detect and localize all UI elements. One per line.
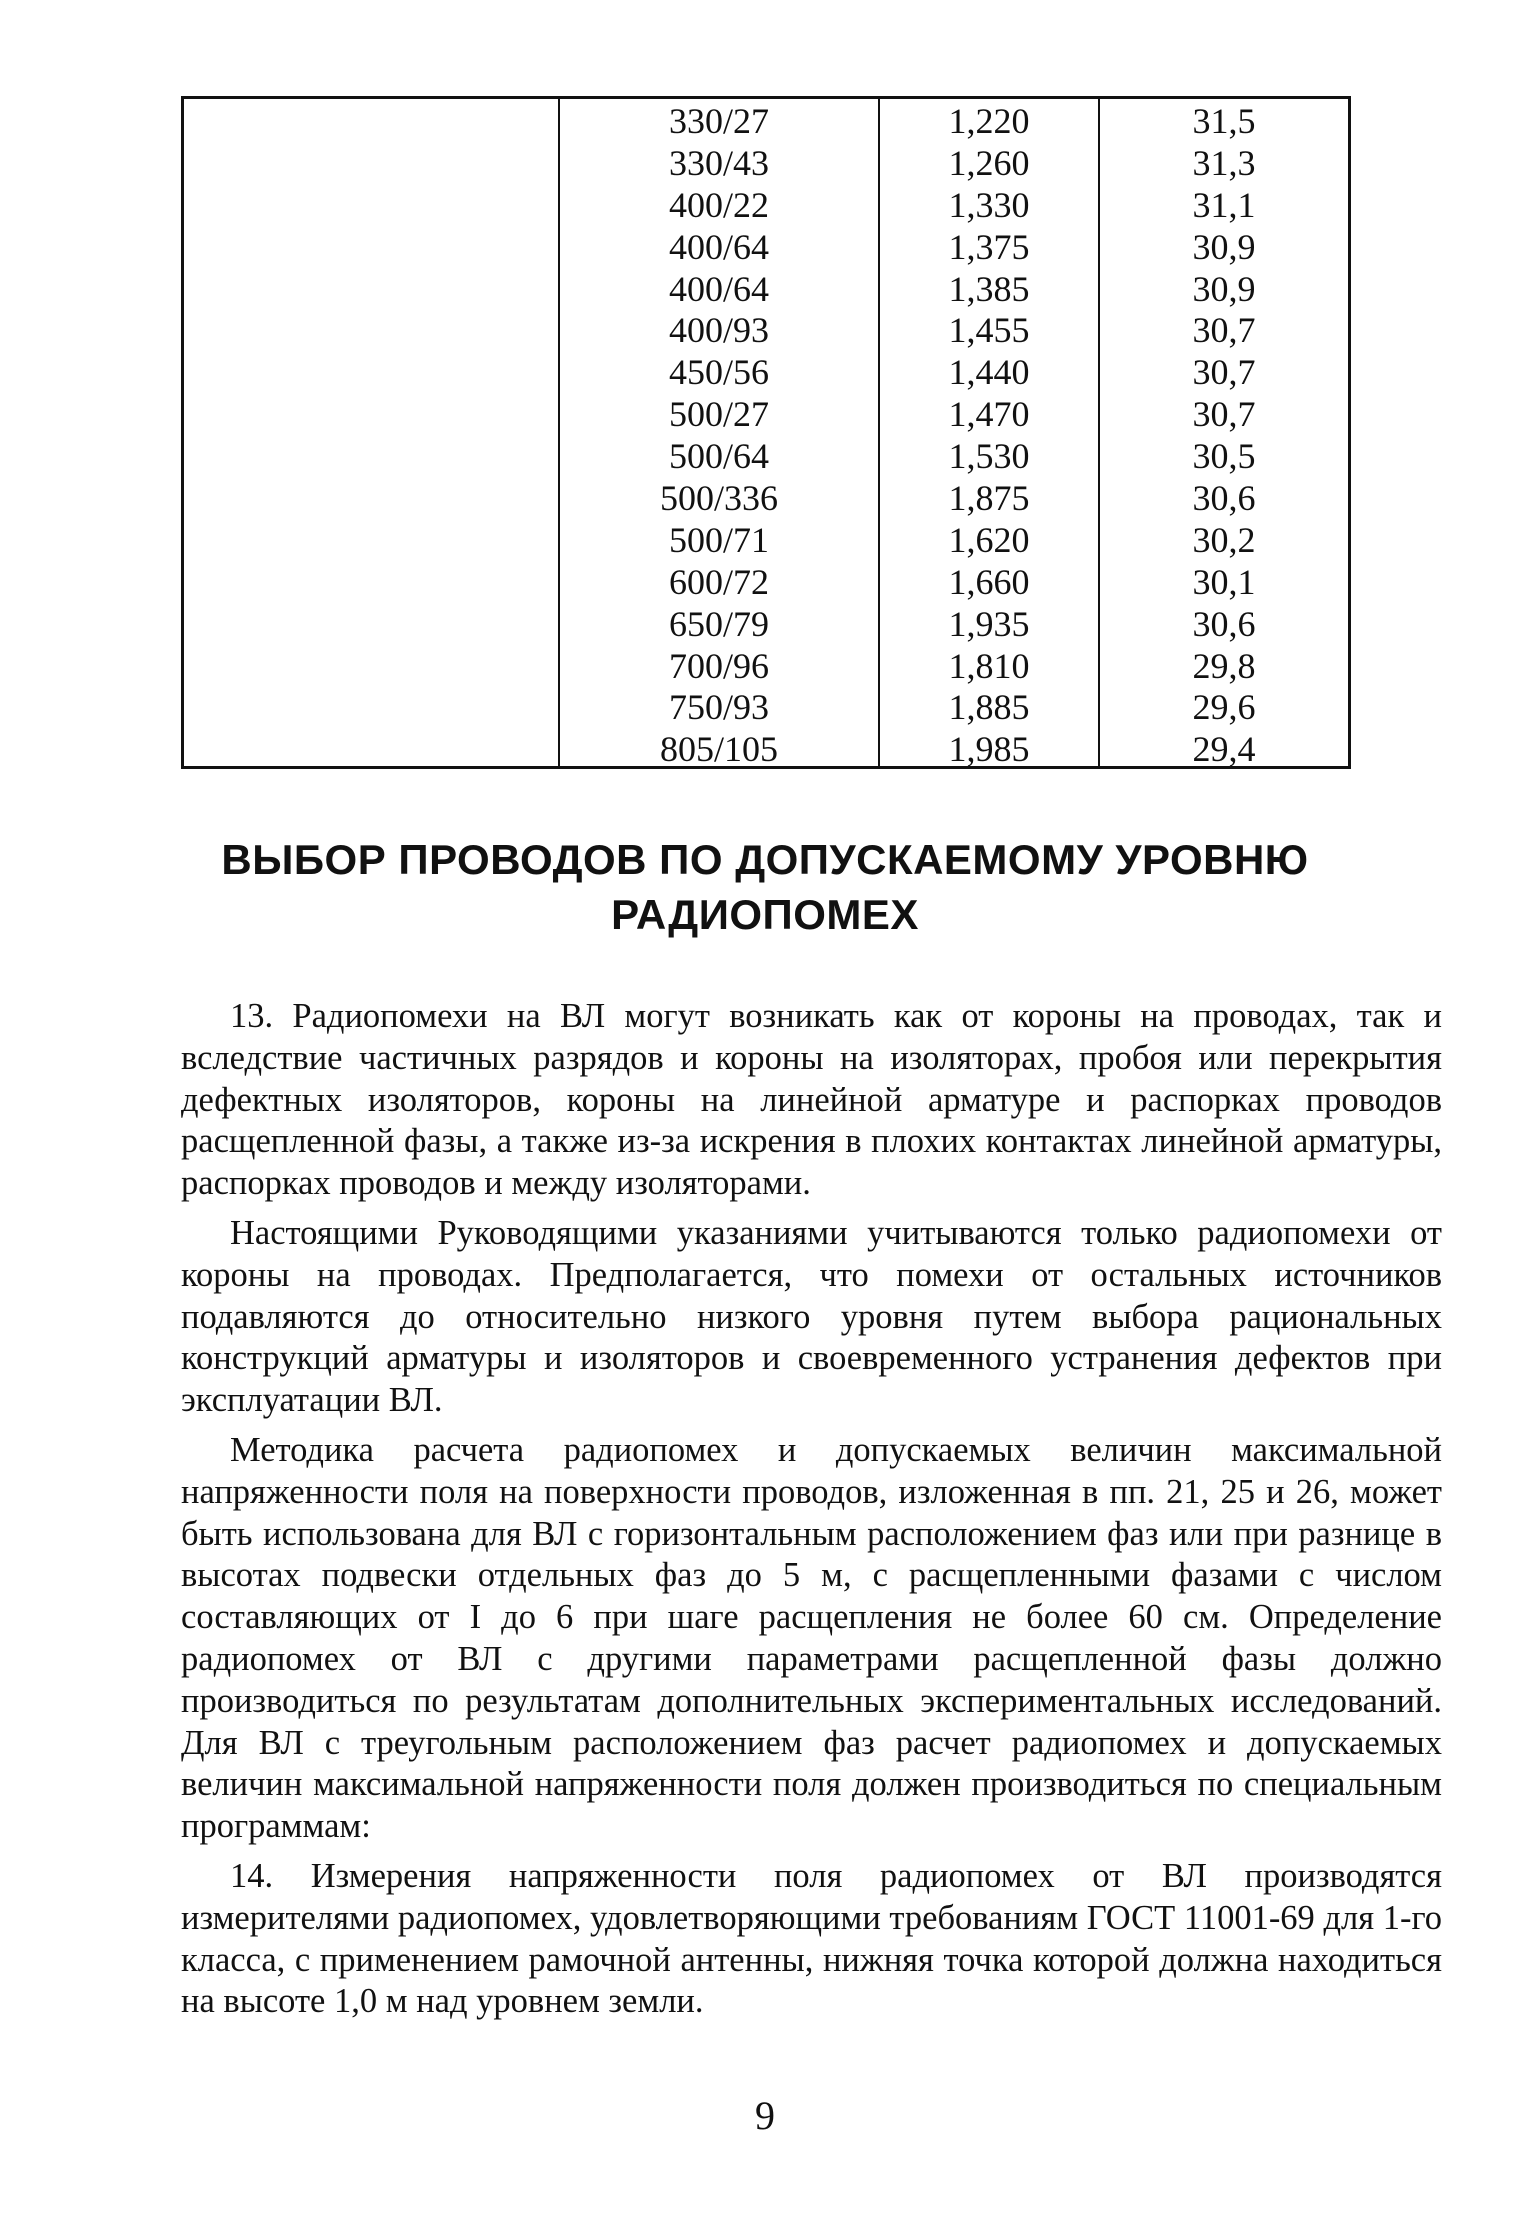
table-cell-wire: 500/27 [668, 394, 769, 435]
table-cell-value: 29,8 [1192, 645, 1256, 686]
table-cell-diameter: 1,660 [948, 561, 1030, 602]
table-column-diameter [880, 99, 1100, 770]
table-cell-diameter: 1,935 [948, 603, 1030, 644]
table-cell-wire: 400/64 [668, 268, 769, 309]
table-cell-wire: 400/64 [668, 226, 769, 267]
section-heading-line-1: ВЫБОР ПРОВОДОВ ПО ДОПУСКАЕМОМУ УРОВНЮ [221, 836, 1309, 883]
table-cell-wire: 500/71 [668, 519, 769, 560]
table-cell-diameter: 1,530 [948, 436, 1030, 477]
table-cell-value: 29,6 [1192, 687, 1256, 728]
table-empty-column [184, 99, 560, 766]
table-cell-diameter: 1,385 [948, 268, 1030, 309]
table-cell-value: 30,2 [1192, 519, 1256, 560]
table-cell-wire: 500/336 [659, 478, 778, 519]
table-cell-value: 30,7 [1192, 310, 1256, 351]
table-cell-diameter: 1,440 [948, 352, 1030, 393]
table-cell-wire: 400/93 [668, 310, 769, 351]
table-cell-diameter: 1,470 [948, 394, 1030, 435]
paragraph-scope: Настоящими Руководящими указаниями учитываются только радиопомехи от короны на проводах. Предполагается, что помехи от остальных источников подавляются до относительно низкого уровня путем выбора рациональных конструкций арматуры и изоляторов и своевременного устранения дефектов при эксплуатации ВЛ. [181, 1213, 1442, 1420]
table-cell-wire: 450/56 [668, 352, 769, 393]
table-cell-wire: 400/22 [668, 184, 769, 225]
table-cell-diameter: 1,875 [948, 478, 1030, 519]
table-cell-value: 30,1 [1192, 561, 1256, 602]
table-column-wire [560, 99, 880, 770]
table-cell-diameter: 1,220 [948, 101, 1030, 141]
table-cell-wire: 805/105 [659, 729, 778, 770]
table-cell-value: 31,3 [1192, 142, 1256, 183]
table-cell-diameter: 1,810 [948, 645, 1030, 686]
paragraph-13: 13. Радиопомехи на ВЛ могут возникать как от короны на проводах, так и вследствие частичных разрядов и короны на изоляторах, пробоя или перекрытия дефектных изоляторов, короны на линейной арматуре и распорках проводов расщепленной фазы, а также из-за искрения в плохих контактах линейной арматуры, распорках проводов и между изоляторами. [181, 997, 1442, 1203]
table-cell-value: 30,9 [1192, 226, 1256, 267]
table-cell-diameter: 1,330 [948, 184, 1030, 225]
table-cell-value: 30,6 [1192, 478, 1256, 519]
table-cell-diameter: 1,260 [948, 142, 1030, 183]
table-cell-wire: 330/43 [668, 142, 769, 183]
page-number: 9 [755, 2093, 775, 2138]
table-cell-value: 31,1 [1192, 184, 1256, 225]
table-cell-wire: 500/64 [668, 436, 769, 477]
table-cell-diameter: 1,620 [948, 519, 1030, 560]
table-cell-wire: 330/27 [668, 101, 769, 141]
table-cell-value: 29,4 [1192, 729, 1256, 770]
table-cell-value: 31,5 [1192, 101, 1256, 141]
table-cell-wire: 700/96 [668, 645, 769, 686]
table-cell-diameter: 1,455 [948, 310, 1030, 351]
paragraph-methodology: Методика расчета радиопомех и допускаемых величин максимальной напряженности поля на поверхности проводов, изложенная в пп. 21, 25 и 26, может быть использована для ВЛ с горизонтальным расположением фаз или при разнице в высотах подвески отдельных фаз до 5 м, с расщепленными фазами с числом составляющих от I до 6 при шаге расщепления не более 60 см. Определение радиопомех от ВЛ с другими параметрами расщепленной фазы должно производиться по результатам дополнительных экспериментальных исследований. Для ВЛ с треугольным расположением фаз расчет радиопомех и допускаемых величин максимальной напряженности поля должен производиться по специальным программам: [181, 1430, 1442, 1846]
paragraph-14: 14. Измерения напряженности поля радиопомех от ВЛ производятся измерителями радиопомех, удовлетворяющими требованиям ГОСТ 11001-69 для 1-го класса, с применением рамочной антенны, нижняя точка которой должна находиться на высоте 1,0 м над уровнем земли. [181, 1856, 1442, 2021]
table-cell-value: 30,7 [1192, 394, 1256, 435]
table-cell-value: 30,9 [1192, 268, 1256, 309]
table-cell-wire: 750/93 [668, 687, 769, 728]
wire-data-table [181, 96, 1351, 769]
table-cell-wire: 600/72 [668, 561, 769, 602]
table-column-value [1100, 99, 1348, 770]
body-text [181, 996, 1442, 2031]
table-cell-value: 30,6 [1192, 603, 1256, 644]
section-heading-line-2: РАДИОПОМЕХ [611, 891, 919, 938]
table-cell-value: 30,5 [1192, 436, 1256, 477]
table-cell-diameter: 1,885 [948, 687, 1030, 728]
table-cell-diameter: 1,375 [948, 226, 1030, 267]
table-cell-diameter: 1,985 [948, 729, 1030, 770]
table-cell-wire: 650/79 [668, 603, 769, 644]
section-heading [0, 832, 1530, 942]
table-cell-value: 30,7 [1192, 352, 1256, 393]
